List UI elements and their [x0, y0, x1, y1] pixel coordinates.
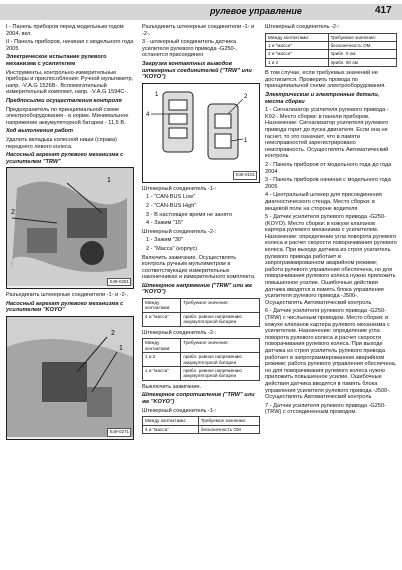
list-item: 1 - Зажим "30" [146, 237, 184, 244]
paragraph: Инструменты, контрольно-измерительные приборы и приспособления: Ручной мультиметр, напр. -V.A.G 1526B-. Вспомогательный измерительный комплект, напр. -V.A.G 1594C-. [6, 69, 134, 96]
table-cell: прибл. равное напряжению аккумуляторной батареи [181, 366, 260, 380]
table-cell: Между контактами: [143, 299, 181, 313]
voltage-table-1 [142, 298, 260, 327]
paragraph: 3 - штекерный соединитель датчика усилителя рулевого привода -G250-, останется присоединен [142, 39, 238, 59]
paragraph: Удалить вкладыш колесной ниши (справа) переднего левого колеса. [6, 136, 117, 150]
subheading: Штекерное сопротивление ("TRW" или же "KOYO") [142, 392, 255, 405]
legend-item: I - Панель приборов перед модельным годом 2004, вкл. [6, 24, 124, 37]
column-right [265, 24, 397, 418]
table-row [143, 312, 260, 326]
table-cell: 4 и "масса" [143, 425, 199, 433]
svg-text:1: 1 [244, 137, 248, 144]
list-item: 3 - Панель приборов начиная с модельного года 2005 [265, 177, 391, 190]
list-item: 3 - В настоящее время не занято [146, 211, 233, 218]
paragraph: Включить зажигание. Осуществлять контроль ручным мультиметром в соответствующих измерительных наконечниках и измерительного комплекта. [142, 254, 256, 281]
table-cell: 1 и 2 [143, 353, 181, 367]
page-number: 417 [375, 5, 392, 16]
svg-text:4: 4 [146, 111, 150, 118]
table-row [143, 425, 260, 433]
figure-koyo-pump [6, 316, 134, 440]
table-cell: прибл. 0 ом [328, 50, 396, 58]
table-row [143, 339, 260, 353]
list-item: 4 - Центральный штекер для присоединения диагностического стенда. Место сборки: в вещевой поле на стороне водителя [265, 192, 382, 212]
svg-text:1: 1 [155, 91, 159, 98]
table-cell: прибл. 60 ом [328, 58, 396, 66]
list-heading: Штекерный соединитель -1-: [142, 185, 217, 192]
column-middle [142, 24, 260, 437]
list-item: 7 - Датчик усилителя рулевого привода -G250- (TRW) с отсоединенным проводом. [265, 402, 386, 416]
table-cell: 1 и "масса" [143, 366, 181, 380]
figure-trw-pump [6, 167, 134, 289]
table-cell: бесконечность ОМ [328, 42, 396, 50]
figure-connectors [142, 83, 260, 183]
legend-item: II - Панель приборов, начиная с модельного года 2005 [6, 39, 134, 52]
list-heading: Штекерный соединитель -2-: [142, 329, 217, 336]
svg-text:2: 2 [111, 330, 115, 338]
figure-code: S49-0101 [233, 171, 257, 180]
table-cell: прибл. равное напряжению аккумуляторной батареи [181, 312, 260, 326]
table-row [266, 58, 397, 66]
list-heading: Штекерный соединитель -2-: [265, 24, 340, 30]
connector-diagram [143, 84, 259, 180]
table-row [143, 366, 260, 380]
svg-text:1: 1 [107, 177, 111, 185]
table-cell: прибл. равное напряжению аккумуляторной батареи [181, 353, 260, 367]
svg-text:1: 1 [119, 345, 123, 353]
paragraph: Предохранитель по принципиальной схеме электрооборудования - в норме. Минимальное напряжение аккумуляторной батареи - 11,5 В. [6, 106, 129, 126]
subheading: Насосный агрегат рулевого механизма с усилителем "KOYO" [6, 300, 124, 314]
list-item: 6 - Датчик усилителя рулевого привода -G250- (TRW) с числьеным проводом. Место сборки: в кожухе клапанов картера рулевого механизма с усилителем. Назначение: определение угла поворота рулевого колеса и расчет скорости поворачивания рулевого колеса. При выходе датчика из строя усилитель рулевого привода работает в запрограммированном аварийном режиме; работа рулевого управления обеспечена, но для поворачивания рулевого колеса нужно приложить повышенное усилие. Ошибочные действия датчика вводятся в память блока управления усилителя рулевого привода -J500-. Осуществлять Автоматический контроль [265, 308, 397, 401]
table-cell: Между контактами: [143, 339, 181, 353]
svg-text:2: 2 [244, 93, 248, 100]
section-title: рулевое управление [210, 6, 302, 16]
table-cell: Требуемое значение: [328, 33, 396, 41]
table-cell: Требуемое значение: [198, 417, 259, 425]
list-item: 1 - Сигнализатор усилителя рулевого привода -K92-. Место сборки: в панели приборов. Назначение: Сигнализатор усилителя рулевого привода горит до пуска двигателя. Если она не гаснет, то это означает, что в памяти неисправностей зарегистрировано неисправность. Осуществлять Автоматический контроль [265, 107, 389, 160]
list-item: 2 - "Масса" (корпус) [146, 245, 198, 252]
table-cell: 2 и "масса" [266, 50, 329, 58]
svg-text:2: 2 [11, 209, 15, 217]
paragraph: Выключить зажигание. [142, 383, 202, 390]
table-row [143, 417, 260, 425]
resistance-table-2 [265, 33, 397, 68]
pump-illustration [7, 317, 133, 437]
list-item: 1 - "CAN-BUS Low" [146, 194, 196, 201]
pump-illustration [7, 168, 133, 286]
list-item: 5 - Датчик усилителя рулевого привода -G250- (KOYO). Место сборки: в кожухе клапанов картера рулевого механизма с усилителем. Назначение: определение угла поворота рулевого колеса и расчет скорости поворачивания рулевого колеса. При выходе датчика из строя усилитель рулевого привода работает в запрограммированном аварийном режиме; работа рулевого управления обеспечена, но для поворачивания рулевого колеса нужно приложить повышенное усилие. Ошибочные действия датчика вводятся в память блока управления усилителя рулевого привода -J500-. Осуществлять Автоматический контроль [265, 214, 397, 306]
subheading: Насосный агрегат рулевого механизма с усилителем "TRW" [6, 152, 124, 165]
table-row [143, 353, 260, 367]
subheading: Предпосылки осуществления контроля [6, 97, 122, 104]
table-cell: Между контактами: [143, 417, 199, 425]
list-heading: Штекерный соединитель -1-: [142, 407, 217, 414]
table-cell: бесконечность ОМ [198, 425, 259, 433]
paragraph: В том случае, если требуемых значений не достигается. Проверить провода по принципиальной схеме электрооборудования. [265, 70, 386, 90]
table-cell: 4 и "масса" [143, 312, 181, 326]
table-cell: 1 и 2 [266, 58, 329, 66]
column-left [6, 24, 134, 443]
section-heading: Электрическое испытание рулевого механизма с усилителем [6, 54, 107, 67]
list-heading: Штекерный соединитель -2-: [142, 228, 217, 235]
table-cell: Требуемое значение: [181, 339, 260, 353]
table-row [266, 33, 397, 41]
subheading: Электрические и электронные детали, места сборки [265, 92, 380, 105]
figure-code: S49-0271 [107, 428, 131, 437]
resistance-table-1 [142, 416, 260, 434]
voltage-table-2 [142, 338, 260, 380]
paragraph: Разъединить штекерные соединители -1- и -2-. [6, 292, 129, 299]
subheading: Ход выполнения работ [6, 128, 73, 135]
table-cell: Требуемое значение: [181, 299, 260, 313]
paragraph: Разъединить штекерные соединители -1- и -2-. [142, 24, 255, 37]
subheading: Загрузка контактных выводов штекерных соединителей ("TRW" или "KOYO") [142, 60, 252, 81]
subheading: Штекерное напряжение ("TRW" или же "KOYO") [142, 282, 253, 296]
list-item: 2 - "CAN-BUS High" [146, 202, 197, 209]
list-item: 4 - Зажим "15" [146, 220, 184, 227]
figure-code: S49-0281 [107, 278, 131, 287]
table-cell: Между контактами: [266, 33, 329, 41]
table-row [266, 42, 397, 50]
table-row [143, 299, 260, 313]
table-row [266, 50, 397, 58]
list-item: 2 - Панель приборов от модельного года до года 2004 [265, 161, 392, 175]
header-bar [0, 4, 402, 20]
table-cell: 1 и "масса" [266, 42, 329, 50]
page-header [0, 0, 402, 20]
